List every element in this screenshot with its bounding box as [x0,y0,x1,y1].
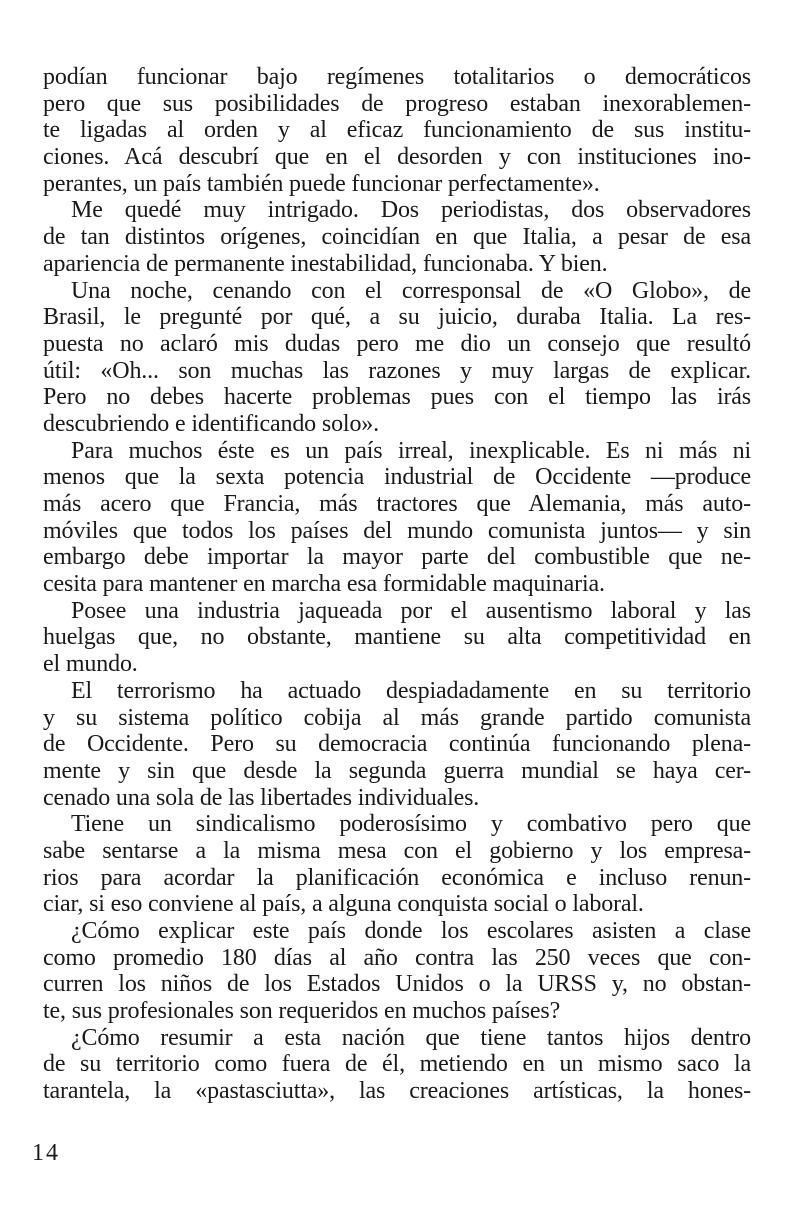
text-line: Para muchos éste es un país irreal, inexplicable. Es ni más ni [71,437,751,464]
text-line: útil: «Oh... son muchas las razones y muy largas de explicar. [43,357,751,384]
page-number: 14 [32,1140,60,1166]
paragraph-intrigado [43,197,751,277]
text-line: te ligadas al orden y al eficaz funcionamiento de sus institu- [43,117,751,144]
text-line: ¿Cómo resumir a esta nación que tiene tantos hijos dentro [71,1024,751,1051]
text-line: puesta no aclaró mis dudas pero me dio un consejo que resultó [43,330,751,357]
text-line: menos que la sexta potencia industrial de Occidente —produce [43,464,751,491]
paragraph-pais-irreal [43,438,751,598]
text-line: más acero que Francia, más tractores que Alemania, más auto- [43,491,751,517]
text-line: ciar, si eso conviene al país, a alguna conquista social o laboral. [43,891,644,918]
text-line: embargo debe importar la mayor parte del combustible que ne- [43,544,751,571]
text-line: te, sus profesionales son requeridos en muchos países? [43,998,561,1025]
text-line: de Occidente. Pero su democracia continúa funcionando plena- [43,731,751,758]
text-line: podían funcionar bajo regímenes totalitarios o democráticos [43,64,751,90]
paragraph-escolares [43,918,751,1025]
text-line: ciones. Acá descubrí que en el desorden y con instituciones ino- [43,144,751,171]
text-line: pero que sus posibilidades de progreso estaban inexorablemen- [43,90,751,117]
text-line: sabe sentarse a la misma mesa con el gobierno y los empresa- [43,837,751,864]
text-line: como promedio 180 días al año contra las 250 veces que con- [43,944,751,971]
text-line: y su sistema político cobija al más grande partido comunista [43,704,751,731]
paragraph-sindicalismo [43,811,751,918]
text-line: cesita para mantener en marcha esa formidable maquinaria. [43,571,605,598]
text-line: huelgas que, no obstante, mantiene su alta competitividad en [43,624,751,651]
text-line: cenado una sola de las libertades individuales. [43,784,480,811]
text-line: móviles que todos los países del mundo comunista juntos— y sin [43,517,751,544]
text-line: perantes, un país también puede funcionar perfectamente». [43,170,600,197]
text-line: Brasil, le pregunté por qué, a su juicio, duraba Italia. La res- [43,304,751,331]
paragraph-resumir [43,1025,751,1105]
text-line: El terrorismo ha actuado despiadadamente en su territorio [71,677,751,704]
text-line: apariencia de permanente inestabilidad, funcionaba. Y bien. [43,250,608,277]
text-line: Me quedé muy intrigado. Dos periodistas, dos observadores [71,197,751,224]
paragraph-industria [43,598,751,678]
text-line: de tan distintos orígenes, coincidían en que Italia, a pesar de esa [43,224,751,251]
paragraph-o-globo [43,278,751,438]
paragraph-continued-quote [43,64,751,197]
text-line: rios para acordar la planificación económica e incluso renun- [43,864,751,891]
text-line: descubriendo e identificando solo». [43,410,379,437]
text-line: Una noche, cenando con el corresponsal de «O Globo», de [71,277,751,304]
text-line: el mundo. [43,651,138,678]
page-body-text [43,64,751,1105]
text-line: mente y sin que desde la segunda guerra mundial se haya cer- [43,757,751,784]
text-line: Tiene un sindicalismo poderosísimo y combativo pero que [71,811,751,838]
text-line: curren los niños de los Estados Unidos o la URSS y, no obstan- [43,971,751,998]
text-line: Pero no debes hacerte problemas pues con el tiempo las irás [43,384,751,411]
text-line: tarantela, la «pastasciutta», las creaciones artísticas, la hones- [43,1078,751,1105]
text-line: ¿Cómo explicar este país donde los escolares asisten a clase [71,918,751,944]
text-line: de su territorio como fuera de él, metiendo en un mismo saco la [43,1051,751,1078]
paragraph-terrorismo [43,678,751,811]
text-line: Posee una industria jaqueada por el ausentismo laboral y las [71,597,751,624]
